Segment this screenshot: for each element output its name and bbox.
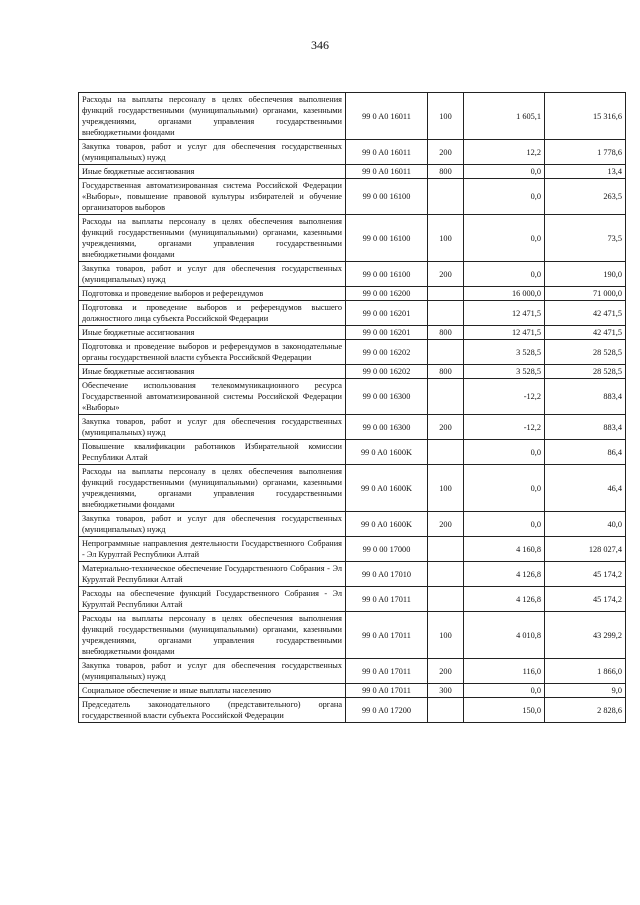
row-value-2-cell: 46,4 [545, 465, 626, 512]
table-row [79, 326, 626, 340]
row-name-cell: Закупка товаров, работ и услуг для обеспечения государственных (муниципальных) нужд [79, 659, 346, 684]
row-type-cell: 800 [428, 165, 464, 179]
row-value-1-cell: 4 010,8 [464, 612, 545, 659]
table-row [79, 659, 626, 684]
row-value-2-cell: 15 316,6 [545, 93, 626, 140]
row-value-2-cell: 9,0 [545, 684, 626, 698]
row-code-cell: 99 0 A0 17200 [346, 698, 428, 723]
row-code-cell: 99 0 A0 17011 [346, 587, 428, 612]
row-name-cell: Государственная автоматизированная система Российской Федерации «Выборы», повышение правовой культуры избирателей и обучение организаторов выборов [79, 179, 346, 215]
row-value-1-cell: 0,0 [464, 262, 545, 287]
table-row [79, 440, 626, 465]
row-type-cell [428, 287, 464, 301]
row-value-1-cell: -12,2 [464, 379, 545, 415]
row-name-cell: Подготовка и проведение выборов и референдумов в законодательные органы государственной власти субъекта Российской Федерации [79, 340, 346, 365]
row-code-cell: 99 0 00 17000 [346, 537, 428, 562]
row-type-cell [428, 179, 464, 215]
row-code-cell: 99 0 A0 17011 [346, 612, 428, 659]
row-value-2-cell: 263,5 [545, 179, 626, 215]
row-value-1-cell: 12 471,5 [464, 301, 545, 326]
row-value-1-cell: 4 126,8 [464, 587, 545, 612]
row-code-cell: 99 0 A0 16011 [346, 140, 428, 165]
row-code-cell: 99 0 A0 17010 [346, 562, 428, 587]
row-type-cell: 100 [428, 215, 464, 262]
row-value-2-cell: 883,4 [545, 379, 626, 415]
table-row [79, 140, 626, 165]
row-value-2-cell: 128 027,4 [545, 537, 626, 562]
row-name-cell: Иные бюджетные ассигнования [79, 365, 346, 379]
row-type-cell: 200 [428, 659, 464, 684]
row-type-cell [428, 340, 464, 365]
row-type-cell: 100 [428, 612, 464, 659]
table-row [79, 612, 626, 659]
row-name-cell: Обеспечение использования телекоммуникационного ресурса Государственной автоматизированной системы Российской Федерации «Выборы» [79, 379, 346, 415]
row-code-cell: 99 0 A0 1600K [346, 512, 428, 537]
row-value-2-cell: 71 000,0 [545, 287, 626, 301]
row-name-cell: Иные бюджетные ассигнования [79, 165, 346, 179]
row-value-1-cell: 116,0 [464, 659, 545, 684]
budget-table [78, 92, 626, 723]
row-value-2-cell: 42 471,5 [545, 326, 626, 340]
row-name-cell: Председатель законодательного (представительного) органа государственной власти субъекта Российской Федерации [79, 698, 346, 723]
row-value-1-cell: 150,0 [464, 698, 545, 723]
row-value-1-cell: 12 471,5 [464, 326, 545, 340]
row-type-cell: 200 [428, 262, 464, 287]
table-row [79, 165, 626, 179]
row-name-cell: Расходы на выплаты персоналу в целях обеспечения выполнения функций государственными (муниципальными) органами, казенными учреждениями, органами управления государственными внебюджетными фондами [79, 465, 346, 512]
row-type-cell [428, 379, 464, 415]
row-code-cell: 99 0 00 16200 [346, 287, 428, 301]
row-type-cell: 200 [428, 140, 464, 165]
row-name-cell: Непрограммные направления деятельности Государственного Собрания - Эл Курултай Республики Алтай [79, 537, 346, 562]
table-row [79, 340, 626, 365]
row-value-2-cell: 1 866,0 [545, 659, 626, 684]
row-value-1-cell: -12,2 [464, 415, 545, 440]
row-value-2-cell: 28 528,5 [545, 340, 626, 365]
row-value-2-cell: 2 828,6 [545, 698, 626, 723]
row-code-cell: 99 0 00 16202 [346, 365, 428, 379]
row-value-1-cell: 1 605,1 [464, 93, 545, 140]
table-row [79, 179, 626, 215]
row-value-2-cell: 43 299,2 [545, 612, 626, 659]
row-name-cell: Иные бюджетные ассигнования [79, 326, 346, 340]
table-row [79, 93, 626, 140]
row-type-cell: 100 [428, 93, 464, 140]
row-name-cell: Повышение квалификации работников Избирательной комиссии Республики Алтай [79, 440, 346, 465]
row-value-2-cell: 42 471,5 [545, 301, 626, 326]
row-value-2-cell: 28 528,5 [545, 365, 626, 379]
row-value-2-cell: 1 778,6 [545, 140, 626, 165]
row-value-2-cell: 86,4 [545, 440, 626, 465]
row-value-1-cell: 0,0 [464, 512, 545, 537]
row-value-1-cell: 4 126,8 [464, 562, 545, 587]
row-type-cell: 800 [428, 365, 464, 379]
row-code-cell: 99 0 A0 16011 [346, 165, 428, 179]
row-type-cell [428, 537, 464, 562]
table-row [79, 465, 626, 512]
row-name-cell: Расходы на обеспечение функций Государственного Собрания - Эл Курултай Республики Алтай [79, 587, 346, 612]
table-row [79, 365, 626, 379]
row-name-cell: Расходы на выплаты персоналу в целях обеспечения выполнения функций государственными (муниципальными) органами, казенными учреждениями, органами управления государственными внебюджетными фондами [79, 215, 346, 262]
table-row [79, 215, 626, 262]
row-value-1-cell: 0,0 [464, 165, 545, 179]
row-value-1-cell: 0,0 [464, 215, 545, 262]
row-code-cell: 99 0 A0 1600K [346, 465, 428, 512]
table-row [79, 537, 626, 562]
row-code-cell: 99 0 A0 17011 [346, 684, 428, 698]
row-code-cell: 99 0 00 16201 [346, 301, 428, 326]
row-value-2-cell: 13,4 [545, 165, 626, 179]
row-type-cell: 300 [428, 684, 464, 698]
table-row [79, 415, 626, 440]
row-type-cell [428, 698, 464, 723]
row-name-cell: Закупка товаров, работ и услуг для обеспечения государственных (муниципальных) нужд [79, 140, 346, 165]
row-type-cell: 200 [428, 415, 464, 440]
row-code-cell: 99 0 A0 1600K [346, 440, 428, 465]
row-value-1-cell: 0,0 [464, 440, 545, 465]
row-name-cell: Материально-техническое обеспечение Государственного Собрания - Эл Курултай Республики Алтай [79, 562, 346, 587]
row-value-1-cell: 0,0 [464, 465, 545, 512]
row-value-2-cell: 40,0 [545, 512, 626, 537]
row-value-2-cell: 45 174,2 [545, 587, 626, 612]
table-row [79, 512, 626, 537]
row-type-cell [428, 562, 464, 587]
row-value-2-cell: 45 174,2 [545, 562, 626, 587]
row-code-cell: 99 0 00 16300 [346, 379, 428, 415]
row-name-cell: Подготовка и проведение выборов и референдумов [79, 287, 346, 301]
row-value-1-cell: 12,2 [464, 140, 545, 165]
row-code-cell: 99 0 A0 17011 [346, 659, 428, 684]
page-number: 346 [311, 38, 329, 52]
table-row [79, 698, 626, 723]
row-code-cell: 99 0 00 16100 [346, 262, 428, 287]
row-value-1-cell: 3 528,5 [464, 365, 545, 379]
row-name-cell: Расходы на выплаты персоналу в целях обеспечения выполнения функций государственными (муниципальными) органами, казенными учреждениями, органами управления государственными внебюджетными фондами [79, 93, 346, 140]
row-value-1-cell: 4 160,8 [464, 537, 545, 562]
table-row [79, 562, 626, 587]
row-type-cell [428, 440, 464, 465]
row-type-cell: 800 [428, 326, 464, 340]
row-code-cell: 99 0 00 16100 [346, 215, 428, 262]
row-value-2-cell: 883,4 [545, 415, 626, 440]
row-type-cell [428, 587, 464, 612]
row-value-2-cell: 73,5 [545, 215, 626, 262]
row-type-cell: 200 [428, 512, 464, 537]
row-name-cell: Закупка товаров, работ и услуг для обеспечения государственных (муниципальных) нужд [79, 262, 346, 287]
row-value-1-cell: 0,0 [464, 684, 545, 698]
row-name-cell: Подготовка и проведение выборов и референдумов высшего должностного лица субъекта Российской Федерации [79, 301, 346, 326]
row-value-2-cell: 190,0 [545, 262, 626, 287]
row-value-1-cell: 16 000,0 [464, 287, 545, 301]
row-name-cell: Расходы на выплаты персоналу в целях обеспечения выполнения функций государственными (муниципальными) органами, казенными учреждениями, органами управления государственными внебюджетными фондами [79, 612, 346, 659]
table-row [79, 262, 626, 287]
row-code-cell: 99 0 00 16201 [346, 326, 428, 340]
row-value-1-cell: 3 528,5 [464, 340, 545, 365]
row-code-cell: 99 0 00 16100 [346, 179, 428, 215]
row-type-cell: 100 [428, 465, 464, 512]
table-row [79, 301, 626, 326]
row-value-1-cell: 0,0 [464, 179, 545, 215]
table-row [79, 587, 626, 612]
table-row [79, 684, 626, 698]
table-row [79, 379, 626, 415]
row-code-cell: 99 0 A0 16011 [346, 93, 428, 140]
row-name-cell: Социальное обеспечение и иные выплаты населению [79, 684, 346, 698]
row-name-cell: Закупка товаров, работ и услуг для обеспечения государственных (муниципальных) нужд [79, 512, 346, 537]
row-code-cell: 99 0 00 16300 [346, 415, 428, 440]
table-row [79, 287, 626, 301]
row-name-cell: Закупка товаров, работ и услуг для обеспечения государственных (муниципальных) нужд [79, 415, 346, 440]
row-type-cell [428, 301, 464, 326]
row-code-cell: 99 0 00 16202 [346, 340, 428, 365]
